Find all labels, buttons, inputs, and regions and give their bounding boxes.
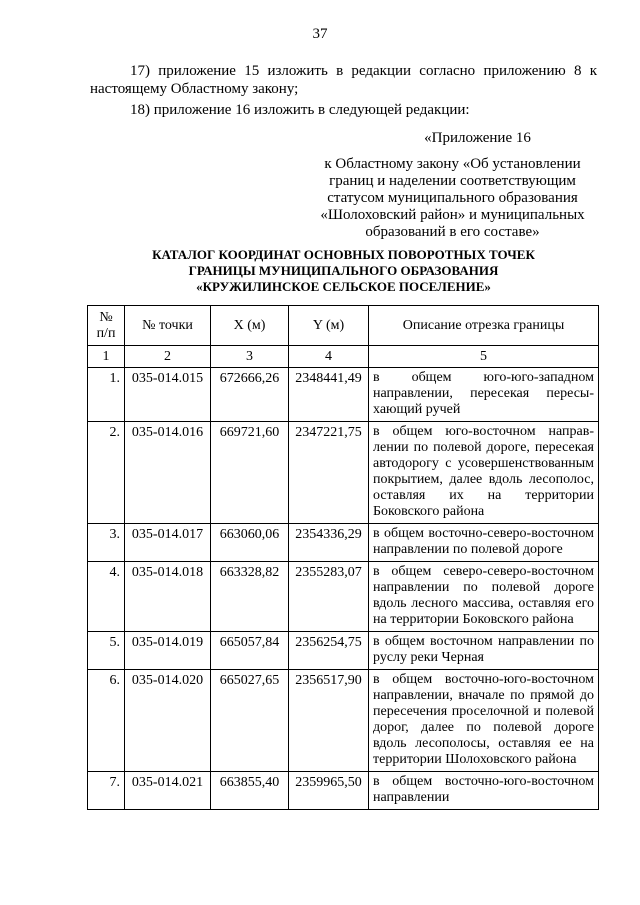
row-number: 4. [88,562,125,632]
point-id: 035-014.019 [125,632,211,670]
column-number: 4 [289,346,369,368]
table-header-row [88,306,599,346]
table-row [88,632,599,670]
y-coordinate: 2356254,75 [289,632,369,670]
row-number: 6. [88,670,125,772]
appendix-line: «Шолоховский район» и муниципальных [320,207,585,223]
catalog-title-line: КАТАЛОГ КООРДИНАТ ОСНОВНЫХ ПОВОРОТНЫХ ТОЧЕК [152,247,535,262]
paragraph-18: 18) приложение 16 изложить в следующей редакции: [130,102,470,118]
header-num: № п/п [88,306,125,346]
header-y: Y (м) [289,306,369,346]
column-number: 3 [211,346,289,368]
x-coordinate: 665057,84 [211,632,289,670]
appendix-line: образований в его составе» [365,224,540,240]
column-number: 2 [125,346,211,368]
appendix-line: статусом муниципального образования [327,190,578,206]
point-id: 035-014.016 [125,422,211,524]
row-number: 5. [88,632,125,670]
appendix-title: «Приложение 16 [424,130,531,146]
segment-description: в общем восточно-северо-восточном направлении по полевой дороге [369,524,599,562]
x-coordinate: 665027,65 [211,670,289,772]
appendix-heading [300,130,605,241]
row-number: 7. [88,772,125,810]
header-point: № точки [125,306,211,346]
y-coordinate: 2355283,07 [289,562,369,632]
x-coordinate: 663060,06 [211,524,289,562]
segment-description: в общем северо-северо-восточном направлении по полевой дороге вдоль лесного массива, оставляя его на территории Боковского района [369,562,599,632]
table-row [88,422,599,524]
table-row [88,562,599,632]
header-x: X (м) [211,306,289,346]
row-number: 1. [88,368,125,422]
catalog-title-line: «КРУЖИЛИНСКОЕ СЕЛЬСКОЕ ПОСЕЛЕНИЕ» [196,279,491,294]
appendix-line: границ и наделении соответствующим [329,173,576,189]
point-id: 035-014.017 [125,524,211,562]
segment-description: в общем восточно-юго-восточном направлении, вначале по прямой до пересечения проселочной и полевой дорог, далее по полевой дороге вдоль лесополосы, оставляя ее на территории Шолоховского района [369,670,599,772]
y-coordinate: 2356517,90 [289,670,369,772]
segment-description: в общем восточном направлении по руслу реки Черная [369,632,599,670]
point-id: 035-014.021 [125,772,211,810]
table-row [88,772,599,810]
table-row [88,368,599,422]
x-coordinate: 663328,82 [211,562,289,632]
column-number: 5 [369,346,599,368]
segment-description: в общем восточно-юго-восточном направлении [369,772,599,810]
page-number: 37 [312,26,328,42]
column-number: 1 [88,346,125,368]
catalog-title-line: ГРАНИЦЫ МУНИЦИПАЛЬНОГО ОБРАЗОВАНИЯ [188,263,499,278]
column-number-row [88,346,599,368]
row-number: 2. [88,422,125,524]
segment-description: в общем юго-восточном направлении по полевой дороге, пересекая автодорогу с усовершенствованным покрытием, далее вдоль лесополос, оставляя их на территории Боковского района [369,422,599,524]
y-coordinate: 2348441,49 [289,368,369,422]
row-number: 3. [88,524,125,562]
y-coordinate: 2347221,75 [289,422,369,524]
catalog-title [90,247,597,295]
appendix-line: к Областному закону «Об установлении [324,156,581,172]
y-coordinate: 2359965,50 [289,772,369,810]
x-coordinate: 669721,60 [211,422,289,524]
coordinates-table [87,305,599,810]
point-id: 035-014.020 [125,670,211,772]
segment-description: в общем юго-юго-западном направлении, пересекая пересыхающий ручей [369,368,599,422]
y-coordinate: 2354336,29 [289,524,369,562]
table-row [88,670,599,772]
x-coordinate: 663855,40 [211,772,289,810]
point-id: 035-014.018 [125,562,211,632]
table-row [88,524,599,562]
paragraph-17: 17) приложение 15 изложить в редакции согласно приложению 8 к настоящему Областному закону; [90,63,597,97]
point-id: 035-014.015 [125,368,211,422]
header-description: Описание отрезка границы [369,306,599,346]
x-coordinate: 672666,26 [211,368,289,422]
